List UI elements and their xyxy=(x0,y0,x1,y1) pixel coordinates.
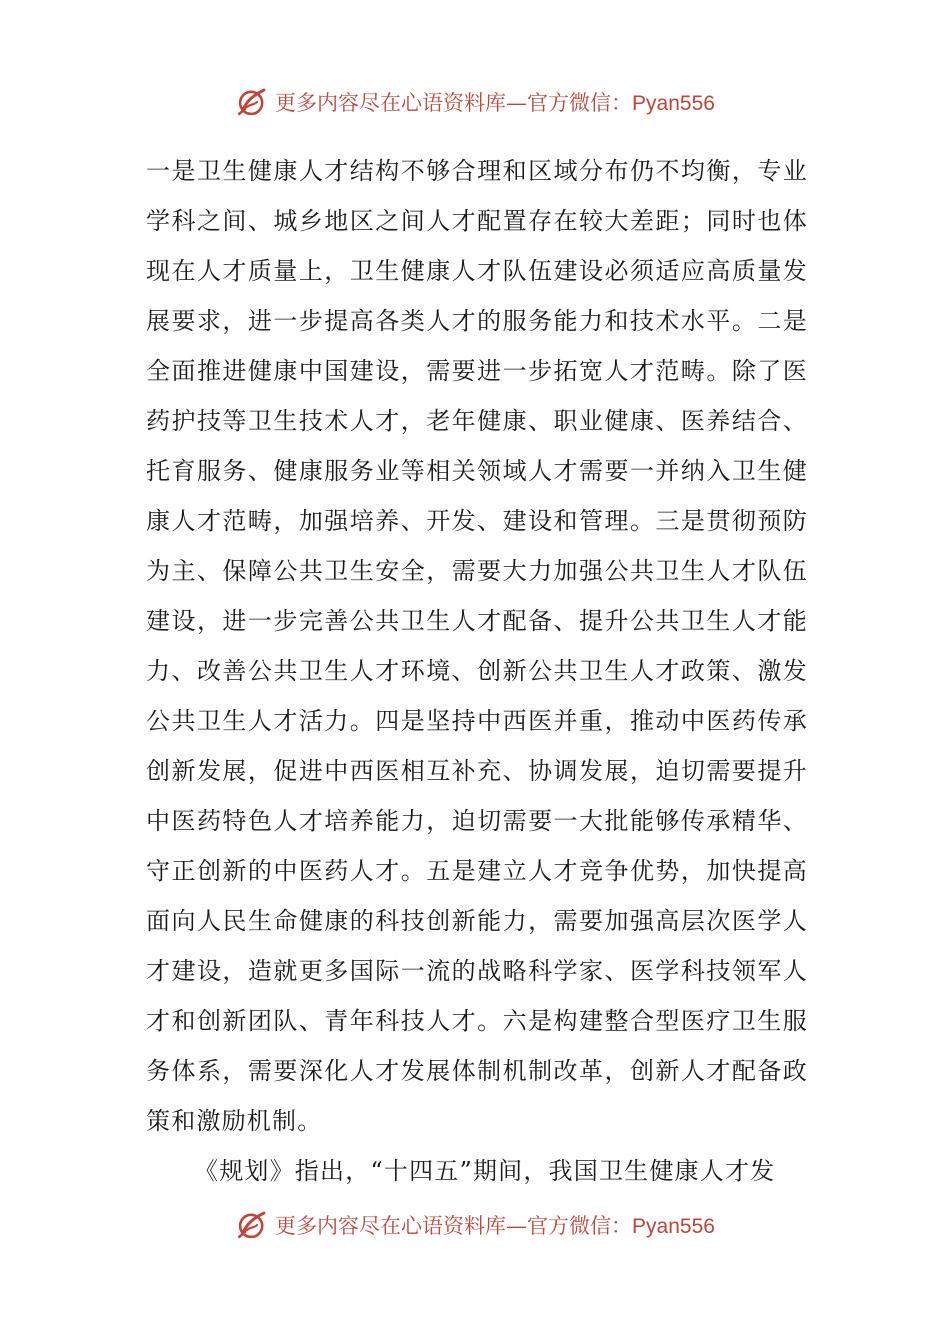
paragraph: 《规划》指出，“十四五”期间，我国卫生健康人才发 xyxy=(194,1157,776,1185)
watermark-text xyxy=(275,87,715,117)
paragraph: 一是卫生健康人才结构不够合理和区域分布仍不均衡，专业学科之间、城乡地区之间人才配置存在较大差距；同时也体现在人才质量上，卫生健康人才队伍建设必须适应高质量发展要求，进一步提高各类人才的服务能力和技术水平。二是全面推进健康中国建设，需要进一步拓宽人才范畴。除了医药护技等卫生技术人才，老年健康、职业健康、医养结合、托育服务、健康服务业等相关领域人才需要一并纳入卫生健康人才范畴，加强培养、开发、建设和管理。三是贯彻预防为主、保障公共卫生安全，需要大力加强公共卫生人才队伍建设，进一步完善公共卫生人才配备、提升公共卫生人才能力、改善公共卫生人才环境、创新公共卫生人才政策、激发公共卫生人才活力。四是坚持中西医并重，推动中医药传承创新发展，促进中西医相互补充、协调发展，迫切需要提升中医药特色人才培养能力，迫切需要一大批能够传承精华、守正创新的中医药人才。五是建立人才竞争优势，加快提高面向人民生命健康的科技创新能力，需要加强高层次医学人才建设，造就更多国际一流的战略科学家、医学科技领军人才和创新团队、青年科技人才。六是构建整合型医疗卫生服务体系，需要深化人才发展体制机制改革，创新人才配备政策和激励机制。 xyxy=(146,157,808,1135)
watermark-slogan: 更多内容尽在心语资料库—官方微信： xyxy=(275,91,633,115)
document-body xyxy=(146,146,808,1196)
brush-logo-icon xyxy=(235,85,269,119)
watermark-handle: Pyan556 xyxy=(632,92,715,115)
watermark-footer xyxy=(0,1203,950,1239)
watermark-header xyxy=(0,82,950,122)
watermark-handle: Pyan556 xyxy=(632,1215,715,1238)
watermark-slogan: 更多内容尽在心语资料库—官方微信： xyxy=(275,1214,633,1238)
brush-logo-icon xyxy=(235,1208,269,1239)
watermark-text xyxy=(275,1210,715,1239)
